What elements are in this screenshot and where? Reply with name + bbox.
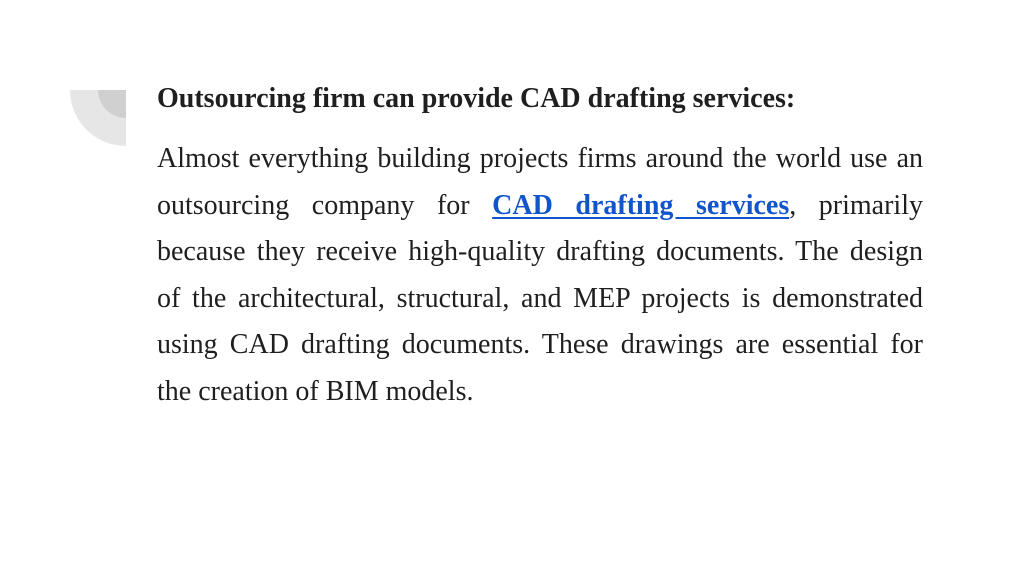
cad-drafting-services-link[interactable]: CAD drafting services	[492, 189, 790, 221]
paragraph-text-before-link: Almost everything building projects firms around the world use an outsourcing company for	[157, 143, 923, 221]
slide-heading: Outsourcing firm can provide CAD drafting services:	[157, 83, 796, 114]
text-block	[157, 76, 923, 415]
quarter-arc-decoration-icon	[70, 90, 126, 146]
paragraph-text-after-link: , primarily because they receive high-quality drafting documents. The design of the architectural, structural, and MEP projects is demonstrated using CAD drafting documents. These drawings are essential for the creation of BIM models.	[157, 189, 923, 407]
body-paragraph	[157, 136, 923, 415]
